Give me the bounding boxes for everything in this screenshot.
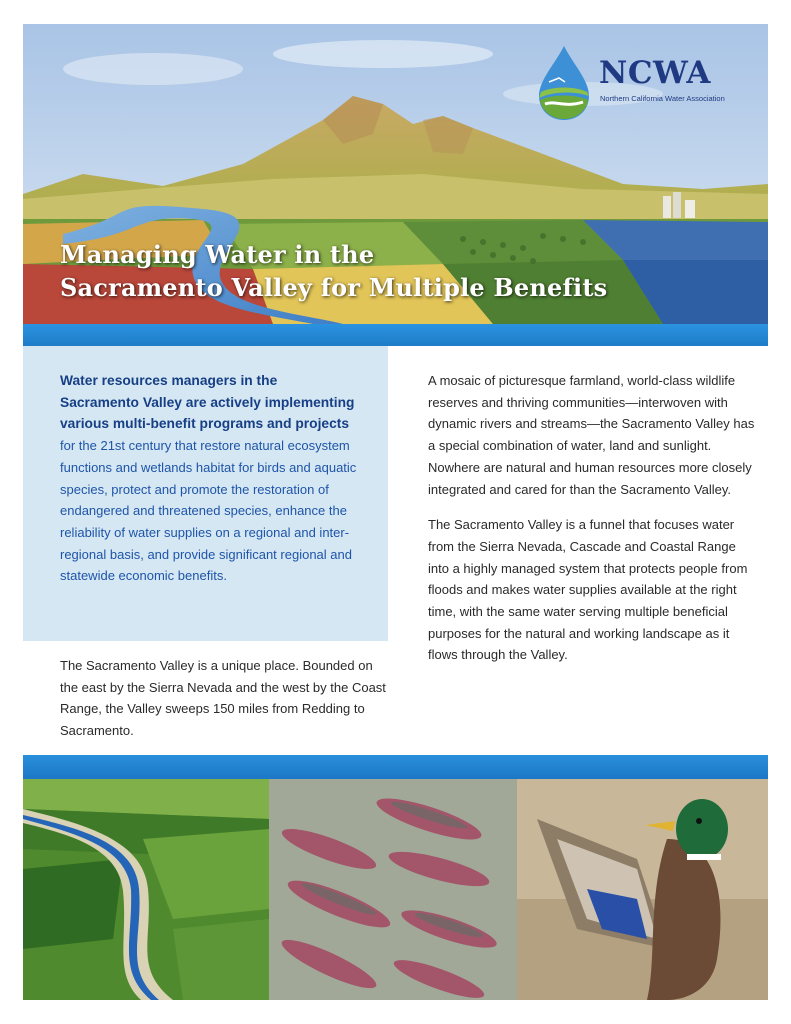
brochure-page [23,24,768,1000]
intro-bold-text: Water resources managers in the Sacramento Valley are actively implementing various multi-benefit programs and projects [60,373,355,432]
right-paragraph-1: A mosaic of picturesque farmland, world-class wildlife reserves and thriving communities—interwoven with dynamic rivers and streams—the Sacramento Valley has a special combination of water, land and sunlight. Nowhere are natural and human resources more closely integrated and cared for than the Sacramento Valley. [428,373,755,497]
title-line-1: Managing Water in the [60,240,375,269]
photo-strip [23,779,768,1000]
intro-paragraph [60,370,360,587]
mallard-duck-photo [517,779,768,1000]
salmon-stream-photo [269,779,517,1000]
ncwa-logo [535,44,760,124]
water-drop-logo-icon [535,44,593,122]
right-paragraph-2: The Sacramento Valley is a funnel that focuses water from the Sierra Nevada, Cascade and Coastal Range into a highly managed system that protects people from floods and makes water supplies available at the right time, with the same water serving multiple beneficial purposes for the natural and working landscape as it flows through the Valley. [428,517,748,663]
left-body-paragraph: The Sacramento Valley is a unique place. Bounded on the east by the Sierra Nevada and the west by the Coast Range, the Valley sweeps 150 miles from Redding to Sacramento. [60,658,386,739]
aerial-canal-photo [23,779,269,1000]
page-title [60,238,607,304]
logo-tagline: Northern California Water Association [600,94,725,103]
title-line-2: Sacramento Valley for Multiple Benefits [60,273,608,302]
hero-banner [23,24,768,324]
bottom-blue-stripe [23,755,768,779]
right-column [428,370,758,680]
intro-rest-text: for the 21st century that restore natural ecosystem functions and wetlands habitat for birds and aquatic species, protect and promote the restoration of endangered and threatened species, enhance the reliability of water supplies on a regional and inter-regional basis, and provide significant regional and statewide economic benefits. [60,438,357,584]
logo-wordmark: NCWA [599,55,711,91]
top-blue-stripe [23,324,768,346]
